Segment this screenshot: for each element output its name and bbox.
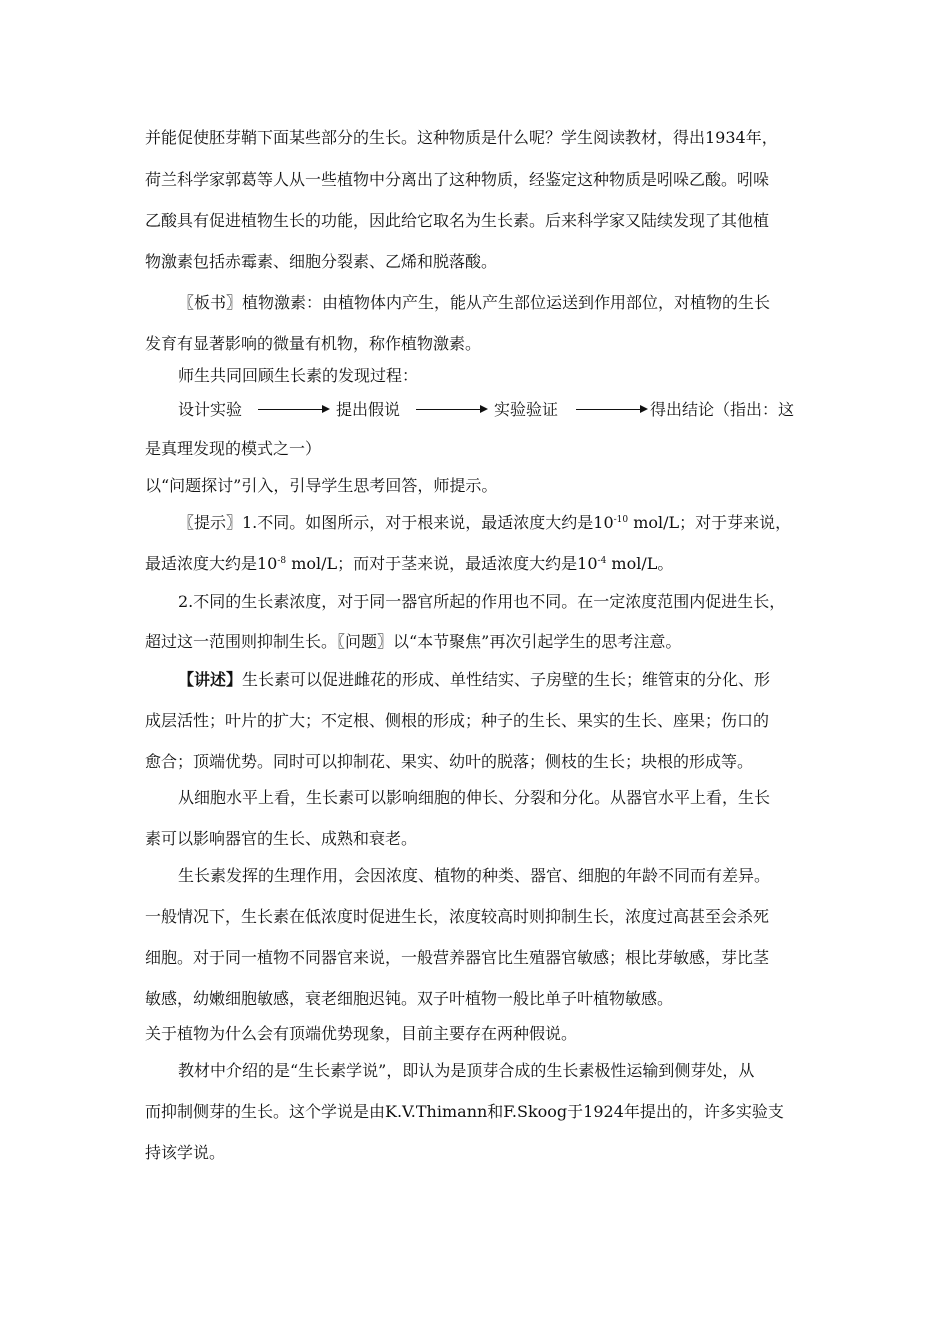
review-intro: 师生共同回顾生长素的发现过程： <box>178 366 419 385</box>
lecture-line: 愈合；顶端优势。同时可以抑制花、果实、幼叶的脱落；侧枝的生长；块根的形成等。 <box>145 752 754 771</box>
hint-line: 2.不同的生长素浓度，对于同一器官所起的作用也不同。在一定浓度范围内促进生长， <box>178 592 786 611</box>
paragraph-line: 荷兰科学家郭葛等人从一些植物中分离出了这种物质，经鉴定这种物质是吲哚乙酸。吲哚 <box>145 170 770 189</box>
board-line: 〖板书〗植物激素：由植物体内产生，能从产生部位运送到作用部位，对植物的生长 <box>178 293 771 312</box>
physiology-line: 一般情况下，生长素在低浓度时促进生长，浓度较高时则抑制生长，浓度过高甚至会杀死 <box>145 907 770 926</box>
flow-step-verify: 实验验证 <box>494 400 559 419</box>
cell-level-line: 从细胞水平上看，生长素可以影响细胞的伸长、分裂和分化。从器官水平上看，生长 <box>178 788 771 807</box>
arrow-right-icon <box>576 409 646 410</box>
exponent: -8 <box>277 556 287 566</box>
exponent: -4 <box>597 556 607 566</box>
paragraph-line: 物激素包括赤霉素、细胞分裂素、乙烯和脱落酸。 <box>145 252 498 271</box>
physiology-line: 敏感，幼嫩细胞敏感，衰老细胞迟钝。双子叶植物一般比单子叶植物敏感。 <box>145 989 674 1008</box>
paragraph-line: 并能促使胚芽鞘下面某些部分的生长。这种物质是什么呢？学生阅读教材，得出1934年， <box>145 128 778 147</box>
physiology-line: 生长素发挥的生理作用，会因浓度、植物的种类、器官、细胞的年龄不同而有差异。 <box>178 866 771 885</box>
flow-step-design: 设计实验 <box>178 400 243 419</box>
exponent: -10 <box>613 515 629 525</box>
arrow-right-icon <box>416 409 486 410</box>
lecture-line: 【讲述】生长素可以促进雌花的形成、单性结实、子房壁的生长；维管束的分化、形 <box>178 670 771 689</box>
flow-continuation: 是真理发现的模式之一） <box>145 439 322 458</box>
question-intro: 以“问题探讨”引入，引导学生思考回答，师提示。 <box>145 476 498 495</box>
flow-step-conclusion: 得出结论（指出：这 <box>650 400 795 419</box>
physiology-line: 细胞。对于同一植物不同器官来说，一般营养器官比生殖器官敏感；根比芽敏感，芽比茎 <box>145 948 770 967</box>
arrow-right-icon <box>258 409 328 410</box>
theory-line: 而抑制侧芽的生长。这个学说是由K.V.Thimann和F.Skoog于1924年提出的，许多实验支 <box>145 1102 784 1121</box>
theory-line: 持该学说。 <box>145 1143 226 1162</box>
board-line: 发育有显著影响的微量有机物，称作植物激素。 <box>145 334 482 353</box>
lecture-line: 成层活性；叶片的扩大；不定根、侧根的形成；种子的生长、果实的生长、座果；伤口的 <box>145 711 770 730</box>
hint-line: 超过这一范围则抑制生长。〖问题〗以“本节聚焦”再次引起学生的思考注意。 <box>145 632 682 651</box>
hint-line: 最适浓度大约是$10^{-8}$ mol/L；而对于茎来说，最适浓度大约是$10^{-4}$ mol/L。 <box>145 554 674 573</box>
discovery-flow <box>178 400 818 420</box>
paragraph-line: 乙酸具有促进植物生长的功能，因此给它取名为生长素。后来科学家又陆续发现了其他植 <box>145 211 770 230</box>
cell-level-line: 素可以影响器官的生长、成熟和衰老。 <box>145 829 418 848</box>
hint-line: 〖提示〗1.不同。如图所示，对于根来说，最适浓度大约是$10^{-10}$ mol/L；对于芽来说， <box>178 513 792 532</box>
lecture-label: 【讲述】 <box>178 670 243 689</box>
apical-line: 关于植物为什么会有顶端优势现象，目前主要存在两种假说。 <box>145 1024 578 1043</box>
flow-step-hypothesis: 提出假说 <box>336 400 401 419</box>
theory-line: 教材中介绍的是“生长素学说”，即认为是顶芽合成的生长素极性运输到侧芽处，从 <box>178 1061 755 1080</box>
